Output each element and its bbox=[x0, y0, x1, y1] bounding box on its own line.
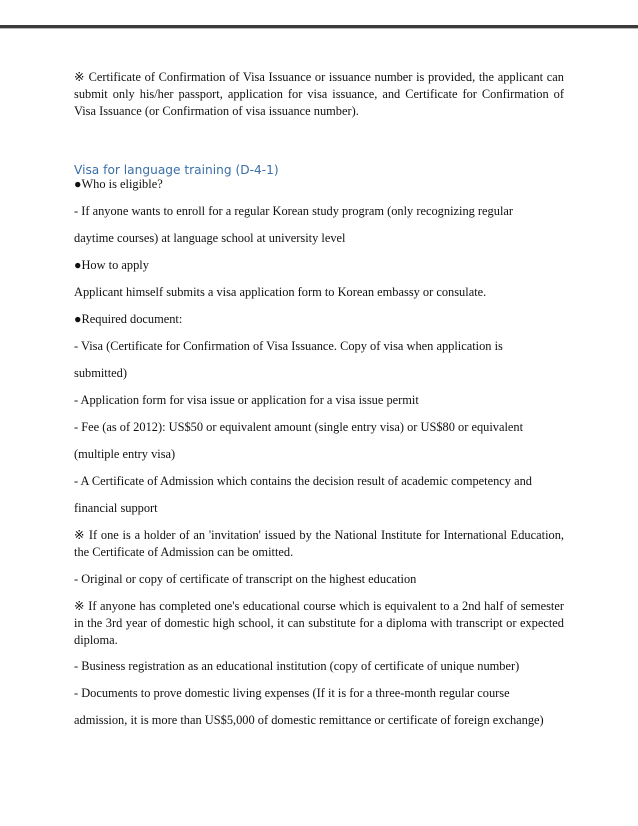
req-fee-line-2: (multiple entry visa) bbox=[74, 447, 176, 461]
note-invitation: ※ If one is a holder of an 'invitation' issued by the National Institute for International Education, the Certificate of Admission can be omitted. bbox=[74, 528, 564, 559]
intro-note: ※ Certificate of Confirmation of Visa Issuance or issuance number is provided, the applicant can submit only his/her passport, application for visa issuance, and Certificate for Confirmation of Visa Issuance (or Confirmation of visa issuance number). bbox=[74, 70, 564, 118]
req-application-form: - Application form for visa issue or application for a visa issue permit bbox=[74, 393, 419, 407]
req-admission-line-2: financial support bbox=[74, 501, 158, 515]
who-eligible-line-2: daytime courses) at language school at university level bbox=[74, 231, 346, 245]
required-doc-label: ●Required document: bbox=[74, 312, 183, 326]
req-expenses-line-1: - Documents to prove domestic living expenses (If it is for a three-month regular course bbox=[74, 686, 510, 700]
req-admission-line-1: - A Certificate of Admission which contains the decision result of academic competency and bbox=[74, 474, 532, 488]
req-business-registration: - Business registration as an educational institution (copy of certificate of unique number) bbox=[74, 659, 520, 673]
req-fee-line-1: - Fee (as of 2012): US$50 or equivalent amount (single entry visa) or US$80 or equivalent bbox=[74, 420, 524, 434]
how-apply-text: Applicant himself submits a visa application form to Korean embassy or consulate. bbox=[74, 285, 487, 299]
req-visa-line-2: submitted) bbox=[74, 366, 127, 380]
req-expenses-line-2: admission, it is more than US$5,000 of domestic remittance or certificate of foreign exchange) bbox=[74, 713, 544, 727]
how-apply-label: ●How to apply bbox=[74, 258, 149, 272]
header-rule-shadow bbox=[0, 28, 638, 29]
req-transcript: - Original or copy of certificate of transcript on the highest education bbox=[74, 572, 417, 586]
req-visa-line-1: - Visa (Certificate for Confirmation of Visa Issuance. Copy of visa when application is bbox=[74, 339, 503, 353]
section-heading: Visa for language training (D-4-1) bbox=[74, 163, 279, 177]
who-eligible-label: ●Who is eligible? bbox=[74, 177, 163, 191]
note-highschool: ※ If anyone has completed one's educational course which is equivalent to a 2nd half of semester in the 3rd year of domestic high school, it can substitute for a diploma with transcript or expected diploma. bbox=[74, 599, 564, 647]
who-eligible-line-1: - If anyone wants to enroll for a regular Korean study program (only recognizing regular bbox=[74, 204, 514, 218]
